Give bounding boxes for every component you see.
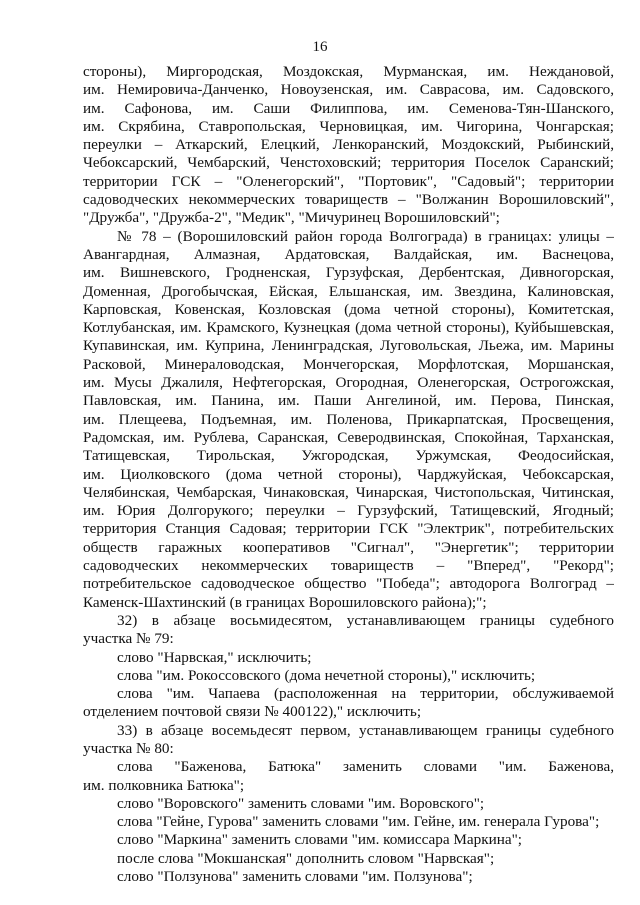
text-line: садоводческих некоммерческих товариществ – "Волжанин Ворошиловский",	[83, 191, 614, 209]
text-line: им. Плещеева, Подъемная, им. Поленова, Прикарпатская, Просвещения,	[83, 410, 614, 428]
text-line: им. Юрия Долгорукого; переулки – Гурзуфский, Татищевский, Ягодный;	[83, 502, 614, 520]
text-line: "Дружба", "Дружба-2", "Медик", "Мичуринец Ворошиловский";	[83, 209, 500, 227]
text-line: им. Мусы Джалиля, Нефтегорская, Огородная, Оленегорская, Острогожская,	[83, 374, 614, 392]
text-line: слово "Воровского" заменить словами "им. Воровского";	[117, 794, 485, 812]
text-line: Авангардная, Алмазная, Ардатовская, Валдайская, им. Васнецова,	[83, 245, 614, 263]
text-line: 33) в абзаце восемьдесят первом, устанавливающем границы судебного	[117, 721, 614, 739]
text-line: Котлубанская, им. Крамского, Кузнецкая (дома четной стороны), Куйбышевская,	[83, 319, 614, 337]
text-line: слово "Ползунова" заменить словами "им. Ползунова";	[117, 868, 473, 886]
text-line: слова "Баженова, Батюка" заменить словами "им. Баженова,	[117, 758, 614, 776]
text-line: Доменная, Дрогобычская, Ейская, Ельшанская, им. Звездина, Калиновская,	[83, 282, 614, 300]
text-line: участка № 80:	[83, 739, 174, 757]
text-line: им. Немировича-Данченко, Новоузенская, им. Саврасова, им. Садовского,	[83, 81, 614, 99]
text-line: им. Циолковского (дома четной стороны), Чарджуйская, Чебоксарская,	[83, 465, 614, 483]
text-line: слова "им. Рокоссовского (дома нечетной стороны)," исключить;	[117, 666, 536, 684]
text-line: им. полковника Батюка";	[83, 776, 245, 794]
text-line: им. Сафонова, им. Саши Филиппова, им. Семенова-Тян-Шанского,	[83, 99, 614, 117]
text-line: садоводческих некоммерческих товариществ – "Вперед", "Рекорд";	[83, 557, 614, 575]
text-line: обществ гаражных кооперативов "Сигнал", "Энергетик"; территории	[83, 538, 614, 556]
text-line: слово "Маркина" заменить словами "им. комиссара Маркина";	[117, 831, 523, 849]
text-line: Татищевская, Тирольская, Ужгородская, Уржумская, Феодосийская,	[83, 447, 614, 465]
text-line: Павловская, им. Панина, им. Паши Ангелиной, им. Перова, Пинская,	[83, 392, 614, 410]
text-line: потребительское садоводческое общество "Победа"; автодорога Волгоград –	[83, 575, 614, 593]
text-line: слова "Гейне, Гурова" заменить словами "им. Гейне, им. генерала Гурова";	[117, 813, 600, 831]
text-line: территории ГСК – "Оленегорский", "Портовик", "Садовый"; территории	[83, 172, 614, 190]
text-line: Чебоксарский, Чембарский, Ченстоховский; территория Поселок Саранский;	[83, 154, 614, 172]
page-number: 16	[312, 39, 328, 55]
text-line: Каменск-Шахтинский (в границах Ворошиловского района);";	[83, 593, 487, 611]
text-line: 32) в абзаце восьмидесятом, устанавливающем границы судебного	[117, 611, 614, 629]
text-line: им. Скрябина, Ставропольская, Черновицкая, им. Чигорина, Чонгарская;	[83, 117, 614, 135]
text-line: стороны), Миргородская, Моздокская, Мурманская, им. Неждановой,	[83, 63, 614, 80]
text-line: после слова "Мокшанская" дополнить словом "Нарвская";	[117, 849, 495, 867]
text-line: территория Станция Садовая; территории ГСК "Электрик", потребительских	[83, 520, 614, 538]
text-line: отделением почтовой связи № 400122)," исключить;	[83, 703, 422, 721]
text-line: Купавинская, им. Куприна, Ленинградская, Луговольская, Льежа, им. Марины	[83, 337, 614, 355]
text-line: Радомская, им. Рублева, Саранская, Северодвинская, Спокойная, Тарханская,	[83, 428, 614, 446]
text-line: № 78 – (Ворошиловский район города Волгограда) в границах: улицы –	[117, 227, 614, 245]
text-line: им. Вишневского, Гродненская, Гурзуфская, Дербентская, Дивногорская,	[83, 264, 614, 282]
text-line: участка № 79:	[83, 630, 174, 648]
text-line: слова "им. Чапаева (расположенная на территории, обслуживаемой	[117, 685, 614, 703]
text-line: слово "Нарвская," исключить;	[117, 648, 312, 666]
text-line: Челябинская, Чембарская, Чинаковская, Чинарская, Чистопольская, Читинская,	[83, 483, 614, 501]
text-line: переулки – Аткарский, Елецкий, Ленкоранский, Моздокский, Рыбинский,	[83, 136, 614, 154]
text-line: Расковой, Минераловодская, Мончегорская, Морфлотская, Моршанская,	[83, 355, 614, 373]
document-body	[83, 63, 614, 886]
text-line: Карповская, Ковенская, Козловская (дома четной стороны), Комитетская,	[83, 300, 614, 318]
